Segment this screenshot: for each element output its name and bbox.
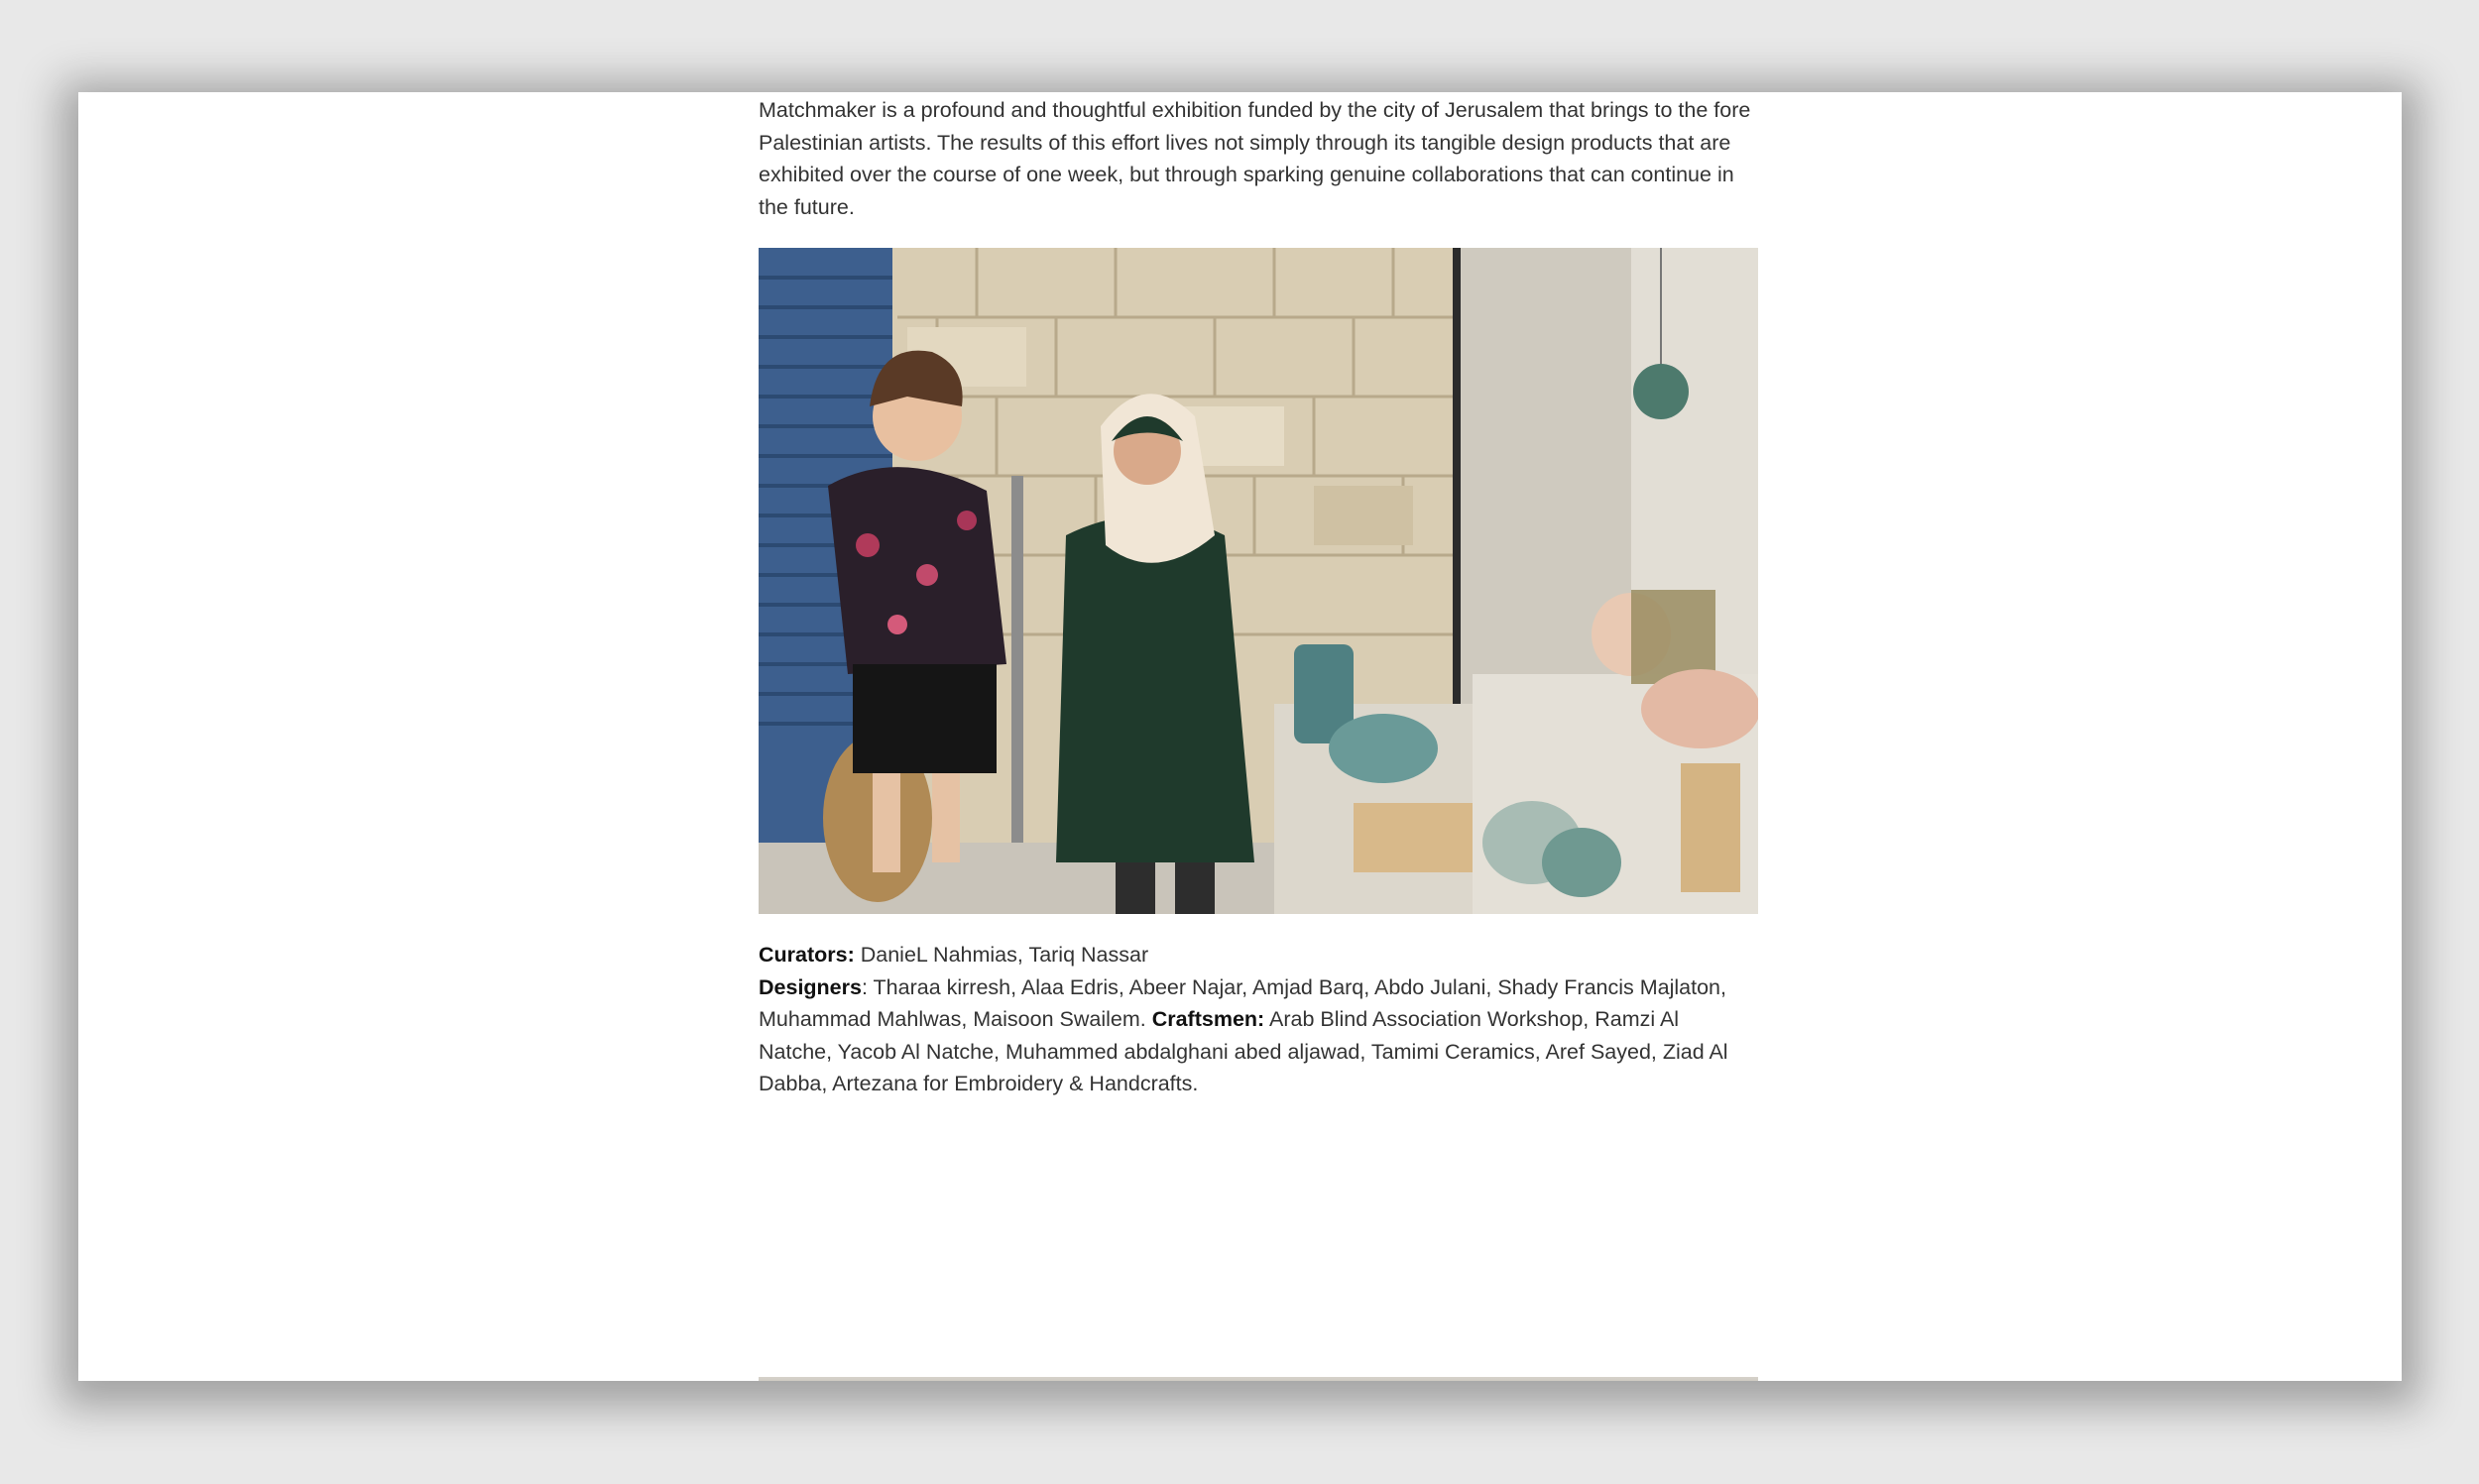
article-column: [759, 92, 1758, 1095]
designers-names: : Tharaa kirresh, Alaa Edris, Abeer Najar, Amjad Barq, Abdo Julani, Shady Francis Majlaton, Muhammad Mahlwas, Maisoon Swailem.: [759, 974, 1726, 1031]
browser-window: [78, 92, 2402, 1381]
curators-label: Curators:: [759, 943, 855, 967]
article-intro-paragraph: Matchmaker is a profound and thoughtful exhibition funded by the city of Jerusalem that brings to the fore Palestinian artists. The results of this effort lives not simply through its tangible design products that are exhibited over the course of one week, but through sparking genuine collaborations that can continue in the future.: [759, 98, 1751, 219]
curators-names: DanieL Nahmias, Tariq Nassar: [854, 943, 1149, 967]
photo-illustration: [759, 248, 1758, 914]
exhibition-photo[interactable]: [759, 248, 1758, 914]
designers-label: Designers: [759, 974, 862, 999]
craftsmen-label: Craftsmen:: [1151, 1007, 1265, 1031]
credits-paragraph: [759, 939, 1758, 1100]
craftsmen-names: Arab Blind Association Workshop, Ramzi Al Natche, Yacob Al Natche, Muhammed abdalghani abed aljawad, Tamimi Ceramics, Aref Sayed, Ziad Al Dabba, Artezana for Embroidery & Handcrafts.: [759, 1007, 1728, 1095]
next-photo-top-edge: [759, 1377, 1758, 1381]
